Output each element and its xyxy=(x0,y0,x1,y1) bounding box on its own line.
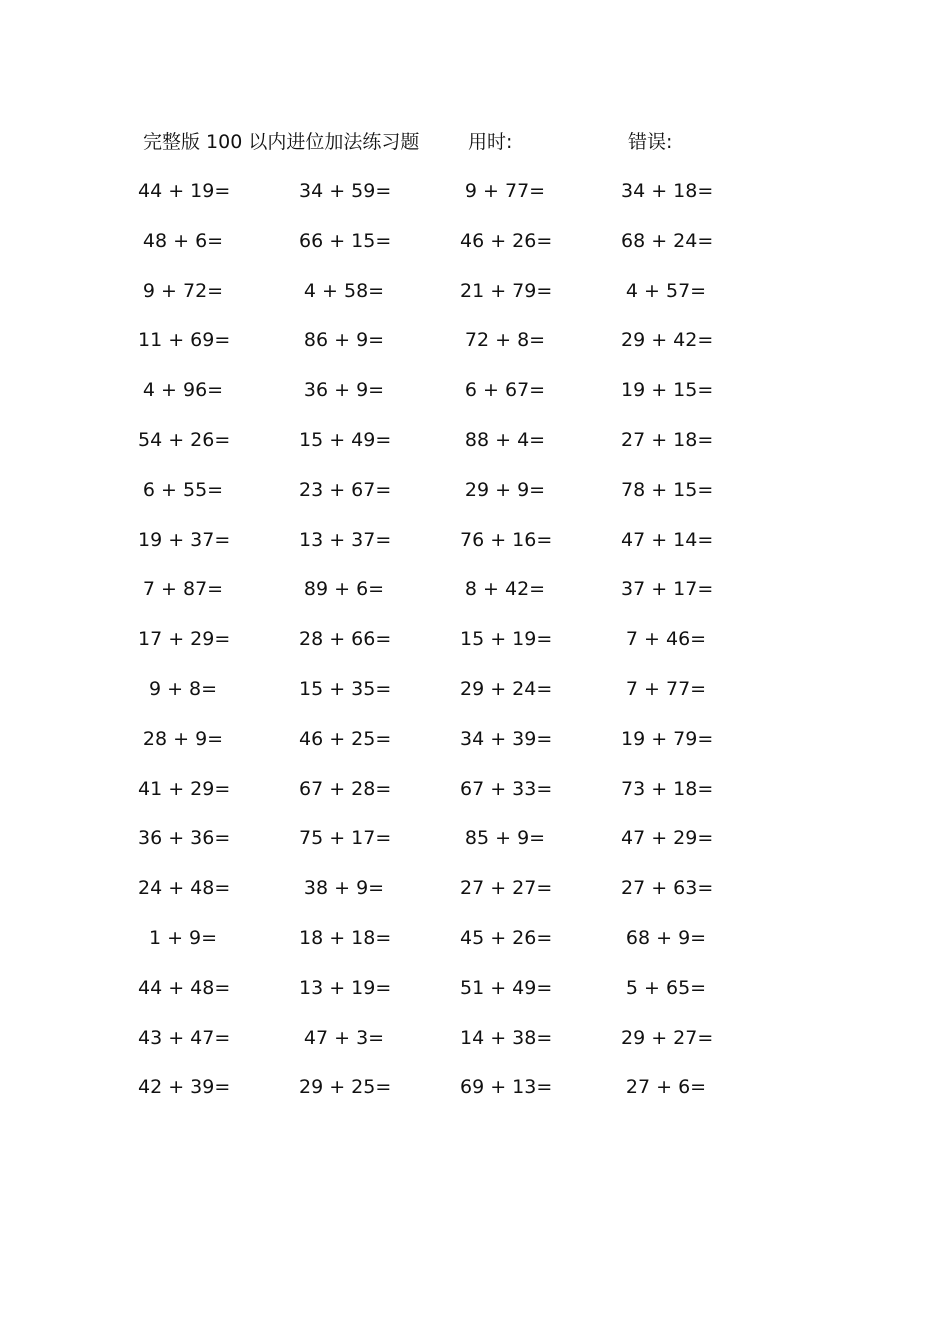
problem-item: 67 + 28= xyxy=(299,777,392,800)
problem-item: 85 + 9= xyxy=(464,827,546,850)
problem-item: 7 + 77= xyxy=(625,677,707,700)
problem-item: 15 + 19= xyxy=(460,628,553,651)
problem-item: 6 + 55= xyxy=(142,478,224,501)
worksheet-title: 完整版 100 以内进位加法练习题 xyxy=(143,131,420,153)
problem-item: 11 + 69= xyxy=(138,329,231,352)
problem-item: 27 + 27= xyxy=(460,877,553,900)
problem-item: 68 + 9= xyxy=(625,926,707,949)
problem-item: 45 + 26= xyxy=(460,926,553,949)
problem-item: 15 + 49= xyxy=(299,428,392,451)
problem-item: 34 + 18= xyxy=(621,180,714,202)
problem-item: 15 + 35= xyxy=(299,677,392,700)
problem-item: 19 + 37= xyxy=(138,528,231,551)
problem-item: 18 + 18= xyxy=(299,926,392,949)
problem-item: 54 + 26= xyxy=(138,428,231,451)
problem-item: 68 + 24= xyxy=(621,229,714,252)
problem-row xyxy=(138,325,718,375)
problem-row xyxy=(138,574,718,624)
problem-item: 27 + 18= xyxy=(621,428,714,451)
problem-item: 72 + 8= xyxy=(464,329,546,352)
problem-item: 43 + 47= xyxy=(138,1026,231,1049)
problem-item: 47 + 3= xyxy=(303,1026,385,1049)
problem-item: 44 + 19= xyxy=(138,180,231,202)
problem-item: 27 + 6= xyxy=(625,1076,707,1099)
problem-item: 38 + 9= xyxy=(303,877,385,900)
problem-item: 4 + 57= xyxy=(625,279,707,302)
problem-item: 34 + 59= xyxy=(299,180,392,202)
problem-item: 28 + 9= xyxy=(142,727,224,750)
problem-item: 44 + 48= xyxy=(138,976,231,999)
problem-item: 4 + 96= xyxy=(142,379,224,402)
problem-item: 24 + 48= xyxy=(138,877,231,900)
problem-item: 9 + 72= xyxy=(142,279,224,302)
problem-item: 69 + 13= xyxy=(460,1076,553,1099)
problem-row xyxy=(138,624,718,674)
problem-item: 37 + 17= xyxy=(621,578,714,601)
problem-item: 66 + 15= xyxy=(299,229,392,252)
problem-item: 29 + 42= xyxy=(621,329,714,352)
problem-item: 13 + 19= xyxy=(299,976,392,999)
problem-item: 47 + 14= xyxy=(621,528,714,551)
problem-item: 8 + 42= xyxy=(464,578,546,601)
problem-item: 51 + 49= xyxy=(460,976,553,999)
problem-row xyxy=(138,276,718,326)
problem-item: 9 + 8= xyxy=(148,677,218,700)
problem-item: 17 + 29= xyxy=(138,628,231,651)
problem-item: 19 + 15= xyxy=(621,379,714,402)
problem-row xyxy=(138,226,718,276)
problem-item: 88 + 4= xyxy=(464,428,546,451)
problem-item: 7 + 46= xyxy=(625,628,707,651)
problem-item: 34 + 39= xyxy=(460,727,553,750)
problem-row xyxy=(138,873,718,923)
problem-row xyxy=(138,823,718,873)
problem-item: 27 + 63= xyxy=(621,877,714,900)
problem-row xyxy=(138,375,718,425)
problem-item: 23 + 67= xyxy=(299,478,392,501)
problem-item: 29 + 27= xyxy=(621,1026,714,1049)
problem-item: 67 + 33= xyxy=(460,777,553,800)
problem-item: 41 + 29= xyxy=(138,777,231,800)
problem-item: 4 + 58= xyxy=(303,279,385,302)
problem-item: 76 + 16= xyxy=(460,528,553,551)
problem-row xyxy=(138,475,718,525)
problem-row xyxy=(138,674,718,724)
problem-item: 28 + 66= xyxy=(299,628,392,651)
problem-row xyxy=(138,1072,718,1122)
problem-item: 42 + 39= xyxy=(138,1076,231,1099)
worksheet-header xyxy=(143,128,743,156)
problem-item: 29 + 25= xyxy=(299,1076,392,1099)
problem-grid xyxy=(138,176,718,1122)
problem-item: 86 + 9= xyxy=(303,329,385,352)
problem-item: 36 + 9= xyxy=(303,379,385,402)
problem-item: 13 + 37= xyxy=(299,528,392,551)
problem-item: 46 + 26= xyxy=(460,229,553,252)
problem-item: 75 + 17= xyxy=(299,827,392,850)
problem-row xyxy=(138,176,718,226)
problem-row xyxy=(138,525,718,575)
problem-row xyxy=(138,724,718,774)
problem-item: 29 + 9= xyxy=(464,478,546,501)
problem-item: 9 + 77= xyxy=(464,180,546,202)
problem-item: 6 + 67= xyxy=(464,379,546,402)
problem-item: 46 + 25= xyxy=(299,727,392,750)
problem-item: 1 + 9= xyxy=(148,926,218,949)
problem-item: 7 + 87= xyxy=(142,578,224,601)
problem-row xyxy=(138,923,718,973)
problem-row xyxy=(138,1023,718,1073)
problem-item: 48 + 6= xyxy=(142,229,224,252)
problem-item: 19 + 79= xyxy=(621,727,714,750)
problem-item: 89 + 6= xyxy=(303,578,385,601)
problem-item: 47 + 29= xyxy=(621,827,714,850)
problem-row xyxy=(138,774,718,824)
problem-row xyxy=(138,425,718,475)
problem-item: 36 + 36= xyxy=(138,827,231,850)
problem-item: 21 + 79= xyxy=(460,279,553,302)
problem-item: 29 + 24= xyxy=(460,677,553,700)
time-label: 用时: xyxy=(468,131,513,153)
problem-row xyxy=(138,973,718,1023)
problem-item: 14 + 38= xyxy=(460,1026,553,1049)
problem-item: 73 + 18= xyxy=(621,777,714,800)
problem-item: 5 + 65= xyxy=(625,976,707,999)
error-label: 错误: xyxy=(628,131,673,153)
problem-item: 78 + 15= xyxy=(621,478,714,501)
